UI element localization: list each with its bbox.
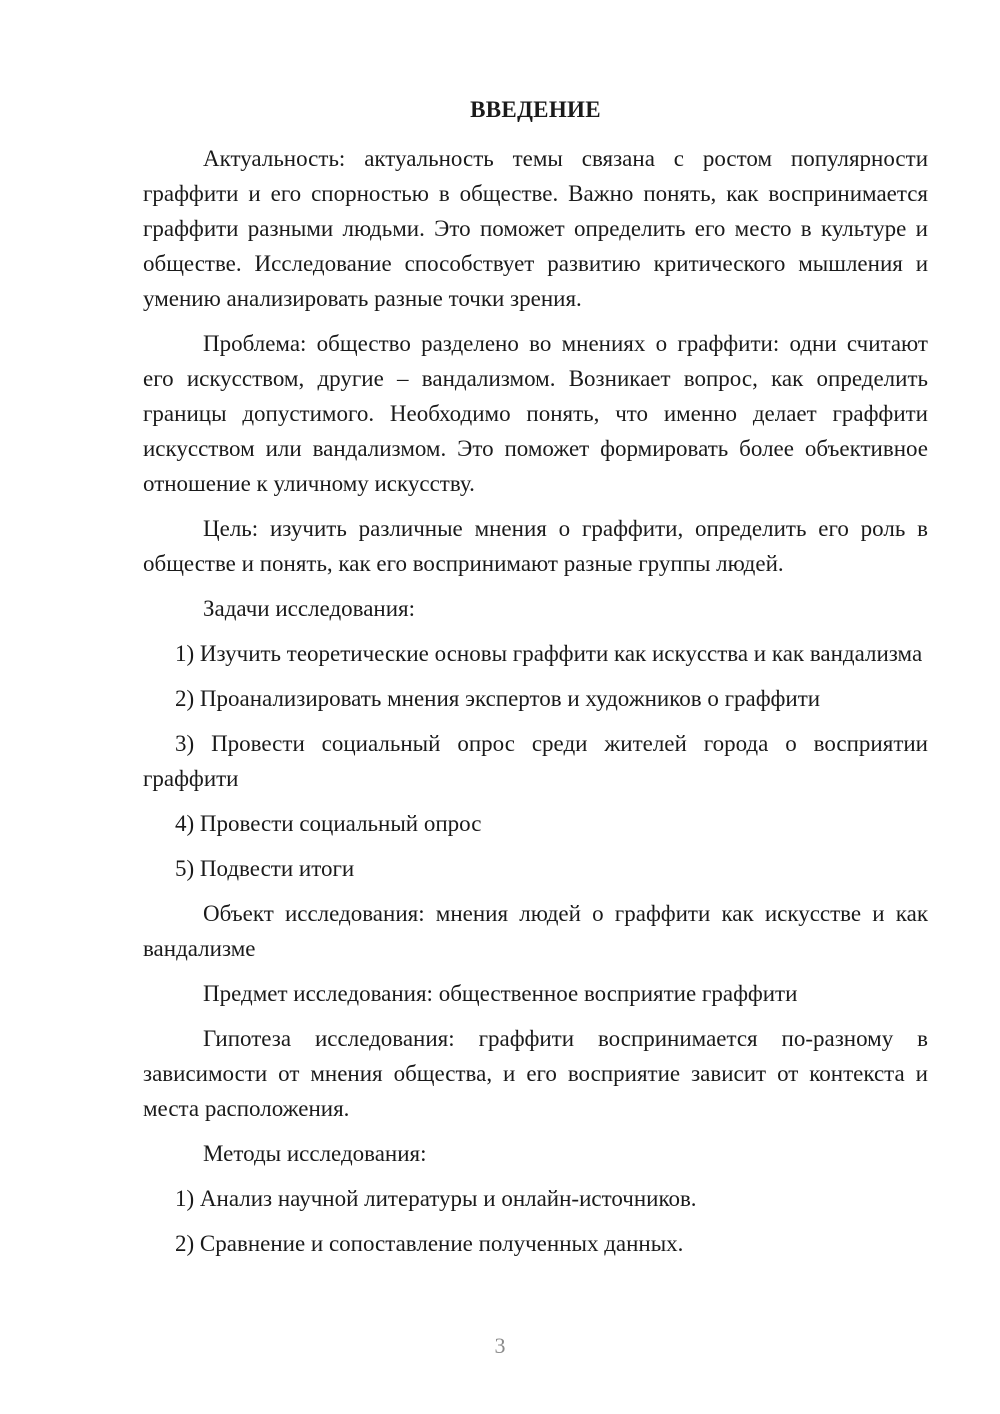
subject-paragraph: Предмет исследования: общественное восприятие граффити — [203, 981, 798, 1006]
task-item-2: 2) Проанализировать мнения экспертов и художников о граффити — [175, 686, 821, 711]
problem-paragraph: Проблема: общество разделено во мнениях о граффити: одни считают его искусством, другие – вандализмом. Возникает вопрос, как определить границы допустимого. Необходимо понять, что именно делает граффити искусством или вандализмом. Это поможет формировать более объективное отношение к уличному искусству. — [143, 331, 928, 496]
document-body — [143, 92, 928, 1271]
task-item-1: 1) Изучить теоретические основы граффити как искусства и как вандализма — [175, 641, 923, 666]
page-number: 3 — [494, 1333, 506, 1358]
method-item-2: 2) Сравнение и сопоставление полученных данных. — [175, 1231, 684, 1256]
goal-paragraph: Цель: изучить различные мнения о граффити, определить его роль в обществе и понять, как его воспринимают разные группы людей. — [143, 516, 928, 576]
task-item-4: 4) Провести социальный опрос — [175, 811, 482, 836]
section-title: ВВЕДЕНИЕ — [470, 97, 601, 122]
method-item-1: 1) Анализ научной литературы и онлайн-источников. — [175, 1186, 697, 1211]
task-item-3: 3) Провести социальный опрос среди жителей города о восприятии граффити — [143, 731, 928, 791]
object-paragraph: Объект исследования: мнения людей о граффити как искусстве и как вандализме — [143, 901, 928, 961]
tasks-heading: Задачи исследования: — [203, 596, 416, 621]
hypothesis-paragraph: Гипотеза исследования: граффити воспринимается по-разному в зависимости от мнения общества, и его восприятие зависит от контекста и места расположения. — [143, 1026, 928, 1121]
task-item-5: 5) Подвести итоги — [175, 856, 355, 881]
relevance-paragraph: Актуальность: актуальность темы связана с ростом популярности граффити и его спорностью в обществе. Важно понять, как воспринимается граффити разными людьми. Это поможет определить его место в культуре и обществе. Исследование способствует развитию критического мышления и умению анализировать разные точки зрения. — [143, 146, 928, 311]
methods-heading: Методы исследования: — [203, 1141, 427, 1166]
